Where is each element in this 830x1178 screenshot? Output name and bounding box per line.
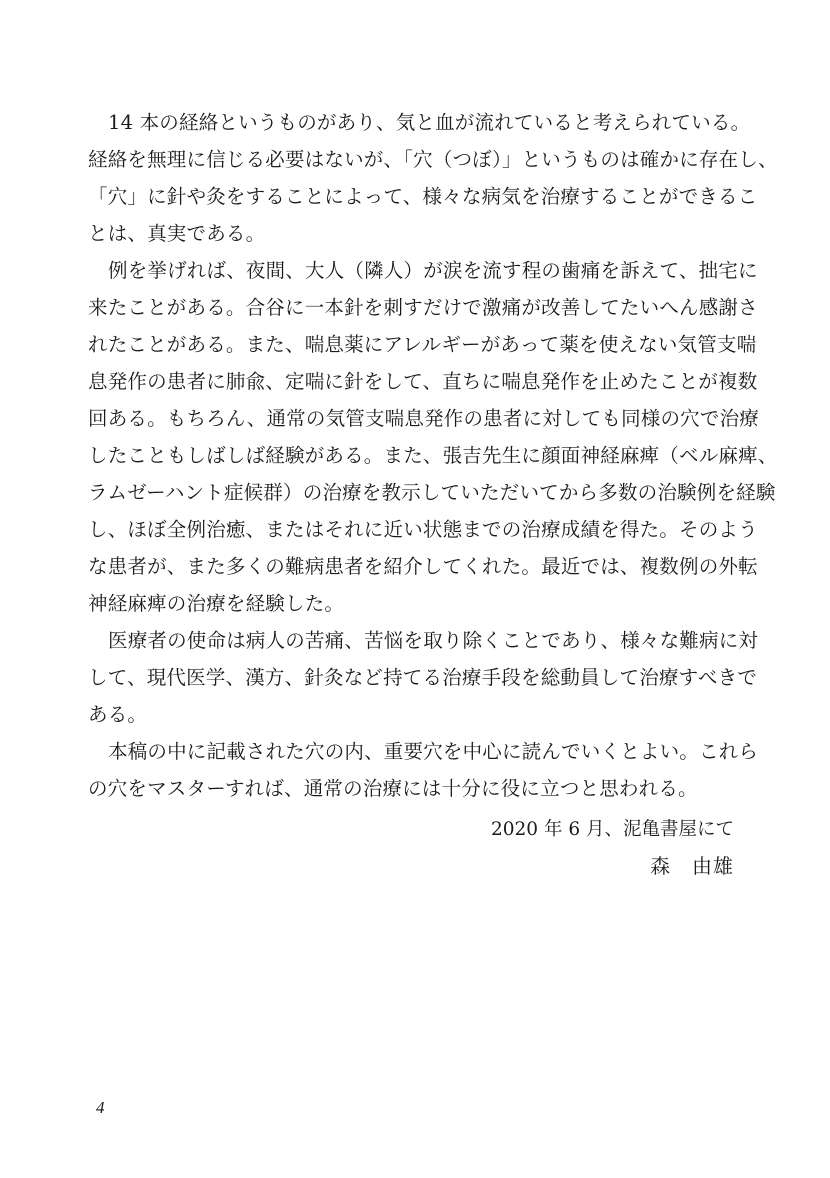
text-line: 経絡を無理に信じる必要はないが、「穴（つぼ）」というものは確かに存在し、 — [88, 148, 778, 171]
text-line: ラムゼーハント症候群）の治療を教示していただいてから多数の治験例を経験 — [88, 481, 776, 504]
text-line: 来たことがある。合谷に一本針を刺すだけで激痛が改善してたいへん感謝さ — [88, 296, 758, 319]
body-text — [88, 104, 778, 807]
text-line: の穴をマスターすれば、通常の治療には十分に役に立つと思われる。 — [88, 777, 698, 800]
text-line: れたことがある。また、喘息薬にアレルギーがあって薬を使えない気管支喘 — [88, 333, 757, 356]
text-line: 14 本の経絡というものがあり、気と血が流れていると考えられている。 — [108, 111, 751, 134]
text-line: して、現代医学、漢方、針灸など持てる治療手段を総動員して治療すべきで — [88, 666, 758, 689]
signature-block — [491, 812, 734, 884]
text-line: 息発作の患者に肺兪、定喘に針をして、直ちに喘息発作を止めたことが複数 — [88, 370, 758, 393]
text-line: な患者が、また多くの難病患者を紹介してくれた。最近では、複数例の外転 — [88, 555, 758, 578]
signature-date-place: 2020 年 6 月、泥亀書屋にて — [491, 819, 734, 840]
text-line: 神経麻痺の治療を経験した。 — [88, 592, 345, 615]
text-line: したこともしばしば経験がある。また、張吉先生に顔面神経麻痺（ベル麻痺、 — [88, 444, 778, 467]
page-number: 4 — [96, 1098, 105, 1117]
author-name: 森 由雄 — [650, 854, 734, 878]
text-line: とは、真実である。 — [88, 222, 266, 245]
text-line: 例を挙げれば、夜間、大人（隣人）が涙を流す程の歯痛を訴えて、拙宅に — [108, 259, 758, 282]
text-line: ある。 — [88, 703, 148, 726]
text-line: し、ほぼ全例治癒、またはそれに近い状態までの治療成績を得た。そのよう — [88, 518, 758, 541]
text-line: 「穴」に針や灸をすることによって、様々な病気を治療することができるこ — [88, 185, 758, 208]
text-line: 回ある。もちろん、通常の気管支喘息発作の患者に対しても同様の穴で治療 — [88, 407, 759, 430]
text-line: 医療者の使命は病人の苦痛、苦悩を取り除くことであり、様々な難病に対 — [108, 629, 759, 652]
text-line: 本稿の中に記載された穴の内、重要穴を中心に読んでいくとよい。これら — [108, 740, 759, 763]
